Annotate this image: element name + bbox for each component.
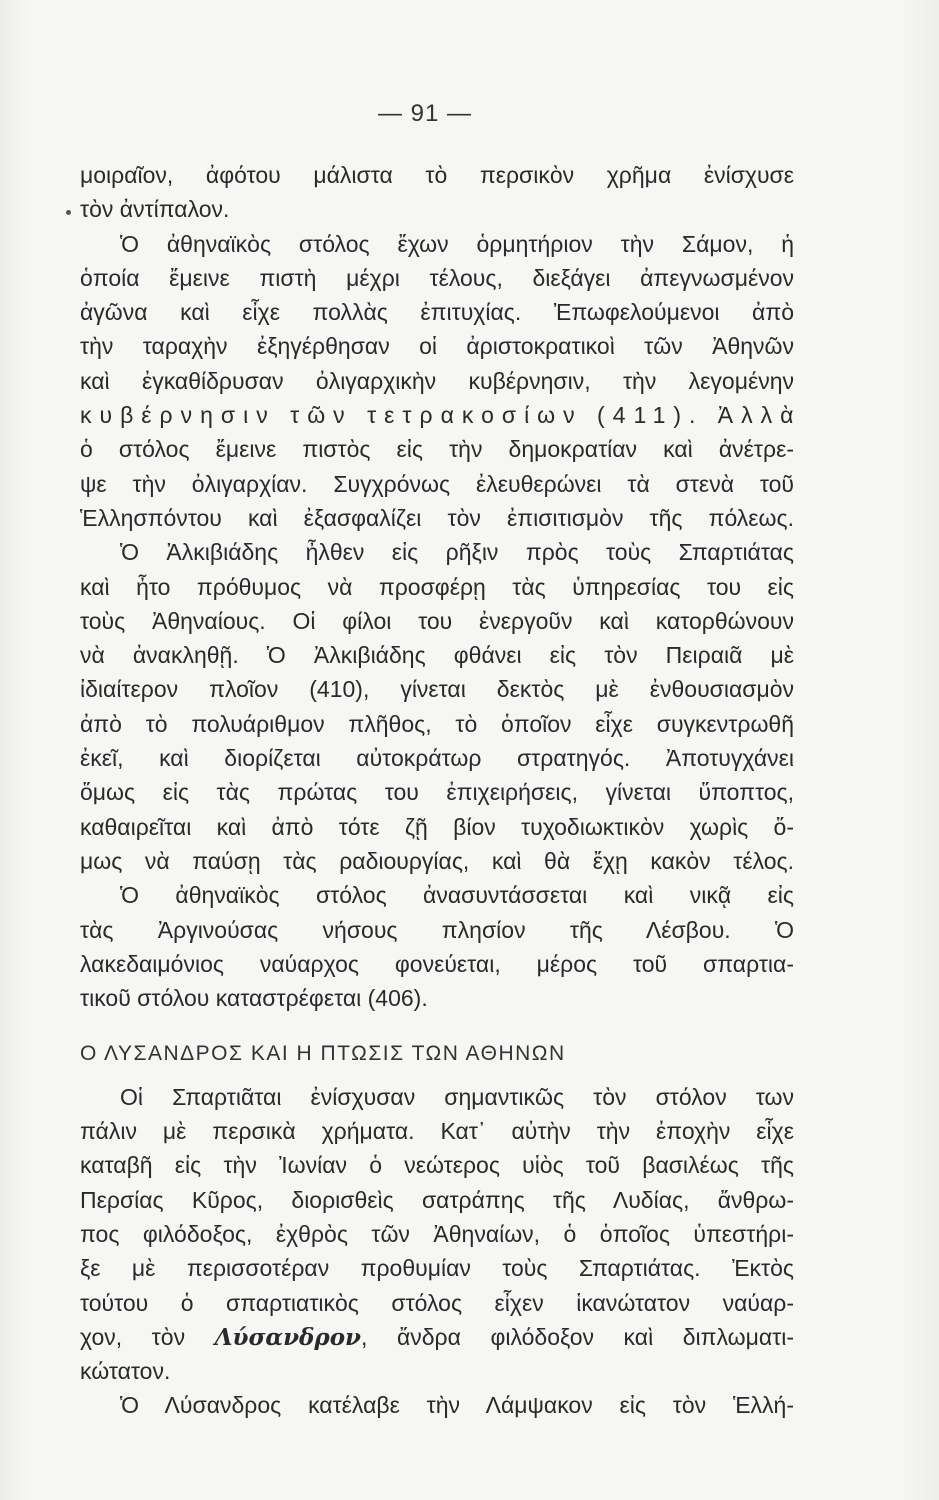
text-line: τὴν ταραχὴν ἐξηγέρθησαν οἱ ἀριστοκρατικοὶ τῶν Ἀθηνῶν: [80, 333, 794, 360]
text-line: καθαιρεῖται καὶ ἀπὸ τότε ζῇ βίον τυχοδιωκτικὸν χωρὶς ὅ-: [80, 813, 794, 840]
text-line: τοὺς Ἀθηναίους. Οἱ φίλοι του ἐνεργοῦν καὶ κατορθώνουν: [80, 607, 794, 634]
text-line: πος φιλόδοξος, ἐχθρὸς τῶν Ἀθηναίων, ὁ ὁποῖος ὑπεστήρι-: [80, 1220, 794, 1247]
text-line: καταβῆ εἰς τὴν Ἰωνίαν ὁ νεώτερος υἱὸς τοῦ βασιλέως τῆς: [80, 1152, 794, 1179]
text-line: τὰς Ἀργινούσας νήσους πλησίον τῆς Λέσβου. Ὁ: [80, 916, 794, 943]
text-line: μως νὰ παύσῃ τὰς ραδιουργίας, καὶ θὰ ἔχῃ κακὸν τέλος.: [80, 847, 794, 874]
text-line: ἀγῶνα καὶ εἶχε πολλὰς ἐπιτυχίας. Ἐπωφελούμενοι ἀπὸ: [80, 299, 794, 326]
text-line-spaced: κυβέρνησιν τῶν τετρακοσίων (411). Ἀλλὰ: [80, 402, 802, 429]
page-number: — 91 —: [377, 100, 473, 127]
text-line: ψε τὴν ὀλιγαρχίαν. Συγχρόνως ἐλευθερώνει τὰ στενὰ τοῦ: [80, 470, 794, 497]
paragraph-start: Οἱ Σπαρτιᾶται ἐνίσχυσαν σημαντικῶς τὸν στόλον των: [120, 1083, 794, 1110]
paragraph-start: Ὁ Λύσανδρος κατέλαβε τὴν Λάμψακον εἰς τὸν Ἑλλή-: [120, 1392, 794, 1419]
text-fragment: , ἄνδρα φιλόδοξον καὶ διπλωματι-: [361, 1323, 795, 1350]
text-line: Ἑλλησπόντου καὶ ἐξασφαλίζει τὸν ἐπισιτισμὸν τῆς πόλεως.: [80, 504, 794, 531]
text-line: ὁποία ἔμεινε πιστὴ μέχρι τέλους, διεξάγει ἀπεγνωσμένον: [80, 264, 794, 291]
body-text: [80, 158, 802, 1423]
paragraph-start: Ὁ ἀθηναϊκὸς στόλος ἔχων ὁρμητήριον τὴν Σάμον, ἡ: [120, 230, 794, 257]
text-line: ὁ στόλος ἔμεινε πιστὸς εἰς τὴν δημοκρατίαν καὶ ἀνέτρε-: [80, 436, 794, 463]
text-line: νὰ ἀνακληθῇ. Ὁ Ἀλκιβιάδης φθάνει εἰς τὸν Πειραιᾶ μὲ: [80, 642, 794, 669]
text-line: ἀπὸ τὸ πολυάριθμον πλῆθος, τὸ ὁποῖον εἶχε συγκεντρωθῆ: [80, 710, 794, 737]
emphasized-name: Λύσανδρον: [214, 1323, 361, 1351]
text-line: καὶ ἦτο πρόθυμος νὰ προσφέρῃ τὰς ὑπηρεσίας του εἰς: [80, 573, 794, 600]
text-line: κώτατον.: [80, 1358, 171, 1385]
text-line: ξε μὲ περισσοτέραν προθυμίαν τοὺς Σπαρτιάτας. Ἐκτὸς: [80, 1255, 794, 1282]
text-line: μοιραῖον, ἀφότου μάλιστα τὸ περσικὸν χρῆμα ἐνίσχυσε: [80, 162, 794, 188]
text-line: καὶ ἐγκαθίδρυσαν ὀλιγαρχικὴν κυβέρνησιν, τὴν λεγομένην: [80, 367, 794, 394]
paragraph-start: Ὁ Ἀλκιβιάδης ἦλθεν εἰς ρῆξιν πρὸς τοὺς Σπαρτιάτας: [120, 539, 794, 566]
text-line: Περσίας Κῦρος, διορισθεὶς σατράπης τῆς Λυδίας, ἄνθρω-: [80, 1186, 794, 1213]
text-line: λακεδαιμόνιος ναύαρχος φονεύεται, μέρος τοῦ σπαρτια-: [80, 950, 794, 977]
text-line: πάλιν μὲ περσικὰ χρήματα. Κατ᾽ αὐτὴν τὴν ἐποχὴν εἶχε: [80, 1118, 794, 1145]
section-heading: Ο ΛΥΣΑΝΔΡΟΣ ΚΑΙ Η ΠΤΩΣΙΣ ΤΩΝ ΑΘΗΝΩΝ: [80, 1042, 566, 1066]
paragraph-start: Ὁ ἀθηναϊκὸς στόλος ἀνασυντάσσεται καὶ νικᾷ εἰς: [120, 882, 794, 909]
text-line-with-name: [80, 1320, 794, 1354]
text-fragment: χον, τὸν: [80, 1323, 186, 1350]
text-line: τούτου ὁ σπαρτιατικὸς στόλος εἶχεν ἱκανώτατον ναύαρ-: [80, 1289, 794, 1316]
text-line: ἐκεῖ, καὶ διορίζεται αὐτοκράτωρ στρατηγός. Ἀποτυγχάνει: [80, 745, 794, 772]
text-line: τὸν ἀντίπαλον.: [80, 196, 230, 223]
ink-speck: [66, 210, 71, 215]
text-line: ὅμως εἰς τὰς πρώτας του ἐπιχειρήσεις, γίνεται ὕποπτος,: [80, 779, 794, 806]
text-line: ἰδιαίτερον πλοῖον (410), γίνεται δεκτὸς μὲ ἐνθουσιασμὸν: [80, 676, 794, 703]
text-line: τικοῦ στόλου καταστρέφεται (406).: [80, 985, 428, 1012]
